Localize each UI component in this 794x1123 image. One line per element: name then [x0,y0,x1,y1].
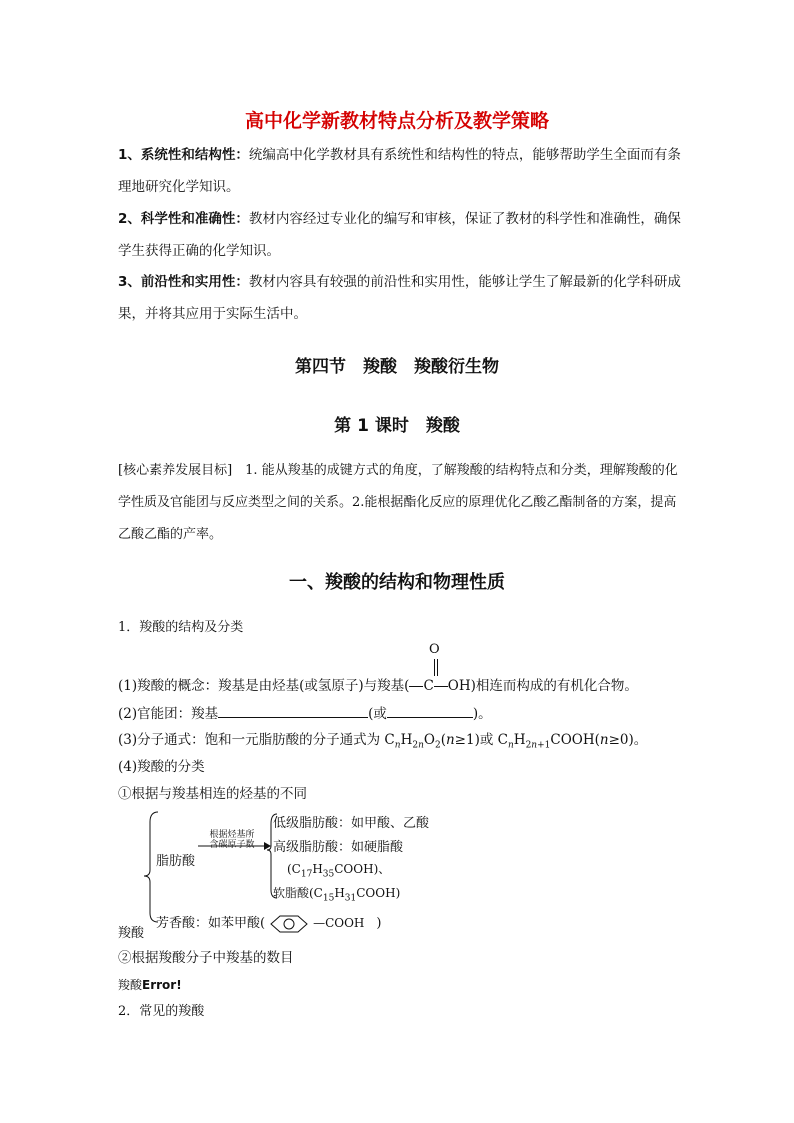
formula-2: $C_nH_{2n+1}COOH(n\ge 0)$ [497,732,634,751]
feature-1 [118,139,684,203]
error-text: Error! [142,978,182,992]
error-line [118,975,182,995]
tree-root: 羧酸 [118,926,145,941]
functional-group-line [118,703,492,724]
classify-by-number: ②根据羧酸分子中羧基的数目 [118,950,294,966]
tree-aromatic-end: ) [376,916,382,931]
tree-arrow-label-1: 根据烃基所 [209,830,255,840]
lesson-title: 第 1 课时 羧酸 [334,416,460,436]
feature-3-text: 教材内容具有较强的前沿性和实用性，能够让学生了解最新的化学科研成果，并将其应用于实际生活中。 [118,274,681,322]
formula-1: $C_nH_{2n}O_2(n\ge 1)$ [384,732,480,751]
error-line-prefix: 羧酸 [118,978,143,992]
tree-cooh: —COOH [313,916,365,930]
general-formula-prefix: (3)分子通式：饱和一元脂肪酸的分子通式为 [118,732,385,748]
core-goal-label: [核心素养发展目标] [118,463,233,478]
tree-stearic-formula: $(C_{17}H_{35}COOH)$、 [287,862,391,880]
blank-field-1[interactable] [218,703,368,718]
carboxyl-double-bond [434,659,435,676]
feature-2-label: 2、科学性和准确性： [118,211,249,227]
classification-heading: (4)羧酸的分类 [118,759,205,775]
tree-aromatic-label: 芳香酸：如苯甲酸( [156,916,266,931]
tree-high-fatty-acid: 高级脂肪酸：如硬脂酸 [273,840,404,855]
item-1-heading: 1．羧酸的结构及分类 [118,620,244,635]
classify-by-hydrocarbon: ①根据与羧基相连的烃基的不同 [118,786,307,802]
tree-aromatic [156,912,381,935]
tree-palmitic: 软脂酸$(C_{15}H_{31}COOH)$ [273,886,401,904]
tree-aliphatic: 脂肪酸 [156,854,196,869]
acid-concept [118,676,638,696]
core-goal-text: 1. 能从羧基的成键方式的角度，了解羧酸的结构特点和分类，理解羧酸的化学性质及官能团与反应类型之间的关系。2.能根据酯化反应的原理优化乙酸乙酯制备的方案，提高乙酸乙酯的产率。 [118,463,678,542]
carboxyl-o-atom: O [429,642,440,657]
document-title: 高中化学新教材特点分析及教学策略 [244,110,549,132]
benzene-ring-icon [265,913,313,935]
functional-group-end: )。 [472,706,492,722]
feature-3-label: 3、前沿性和实用性： [118,274,249,290]
feature-1-label: 1、系统性和结构性： [118,147,249,163]
tree-arrow-label [200,830,264,850]
tree-arrow-label-2: 含碳原子数 [209,840,255,850]
feature-2 [118,203,684,267]
carboxyl-oh-group: OH [447,678,471,694]
feature-3 [118,266,684,330]
core-goal [118,455,684,551]
feature-1-text: 统编高中化学教材具有系统性和结构性的特点，能够帮助学生全面而有条理地研究化学知识。 [118,147,681,195]
acid-concept-prefix: (1)羧酸的概念：羧基是由烃基(或氢原子)与羧基( [118,678,410,694]
general-formula-line [118,730,647,756]
carboxyl-c-atom: C [423,678,434,694]
feature-2-text: 教材内容经过专业化的编写和审核，保证了教材的科学性和准确性，确保学生获得正确的化学知识。 [118,211,681,259]
section-title: 第四节 羧酸 羧酸衍生物 [295,357,499,377]
functional-group-mid: (或 [368,706,387,722]
blank-field-2[interactable] [387,703,473,718]
tree-low-fatty-acid: 低级脂肪酸：如甲酸、乙酸 [273,816,430,831]
functional-group-prefix: (2)官能团：羧基 [118,706,219,722]
general-formula-mid: 或 [479,732,498,748]
general-formula-end: 。 [633,732,648,748]
part-title: 一、羧酸的结构和物理性质 [289,572,505,593]
item-2-heading: 2．常见的羧酸 [118,1004,205,1019]
acid-concept-suffix: )相连而构成的有机化合物。 [470,678,638,694]
